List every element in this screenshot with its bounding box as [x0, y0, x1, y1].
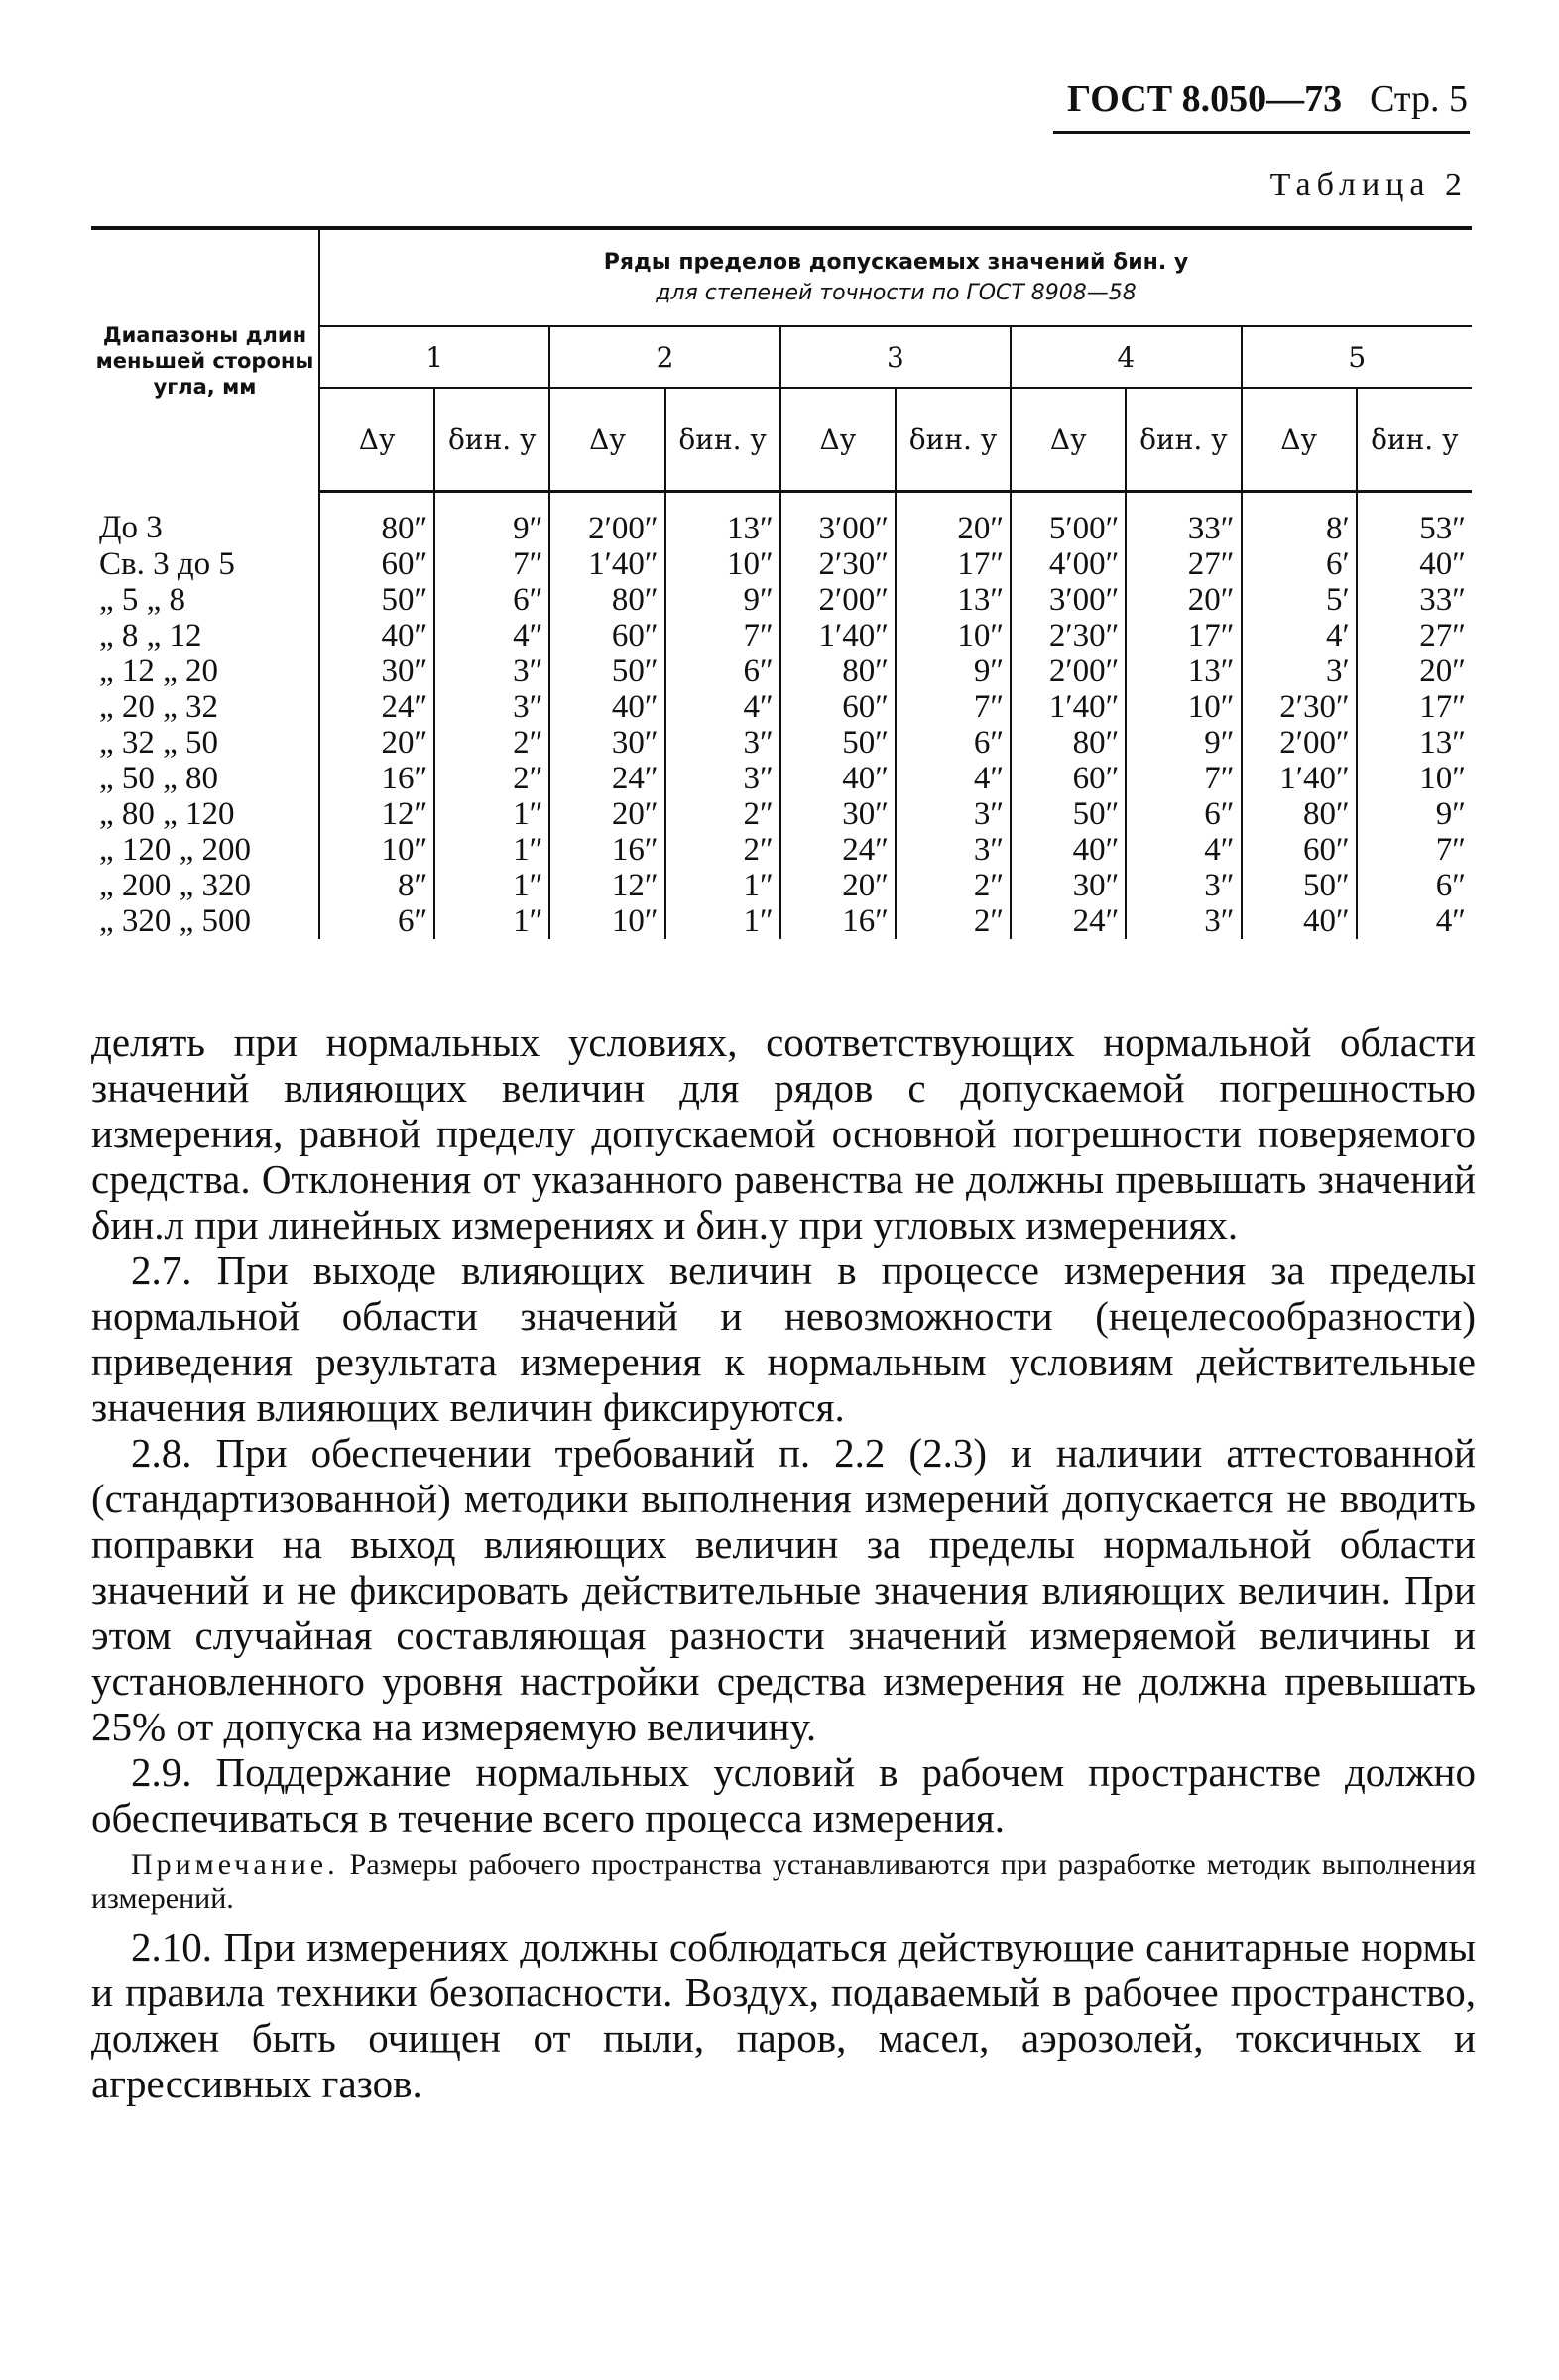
- delta-ref-header: δин. у: [665, 388, 780, 492]
- value-cell: 4′00″: [1011, 546, 1126, 582]
- range-cell: „ 32 „ 50: [91, 725, 319, 761]
- value-cell: 13″: [1357, 725, 1472, 761]
- value-cell: 24″: [549, 761, 664, 796]
- range-cell: „ 8 „ 12: [91, 618, 319, 654]
- range-cell: „ 120 „ 200: [91, 832, 319, 868]
- value-cell: 9″: [1357, 796, 1472, 832]
- range-cell: „ 12 „ 20: [91, 654, 319, 689]
- value-cell: 13″: [896, 582, 1011, 618]
- value-cell: 12″: [381, 796, 428, 832]
- page-header: [1067, 77, 1468, 121]
- value-cell: 17″: [896, 546, 1011, 582]
- value-cell: 6″: [397, 903, 428, 939]
- value-cell: 30″: [549, 725, 664, 761]
- value-cell: 1″: [434, 903, 549, 939]
- value-cell: 30″: [780, 796, 896, 832]
- value-cell: 7″: [434, 546, 549, 582]
- value-cell: 40″: [1357, 546, 1472, 582]
- value-cell: 20″: [780, 868, 896, 903]
- value-cell: 7″: [896, 689, 1011, 725]
- degree-header: 4: [1011, 326, 1241, 388]
- value-cell: 1″: [665, 868, 780, 903]
- value-cell: 9″: [1126, 725, 1241, 761]
- value-cell: 9″: [896, 654, 1011, 689]
- value-cell: 4′: [1242, 618, 1357, 654]
- header-rule: [1053, 131, 1470, 134]
- value-cell: 3′: [1242, 654, 1357, 689]
- value-cell: 2′00″: [549, 492, 664, 547]
- value-cell: 2′30″: [1242, 689, 1357, 725]
- value-cell: 40″: [1242, 903, 1357, 939]
- paragraph-2-9: 2.9. Поддержание нормальных условий в рабочем пространстве должно обеспечиваться в течение всего процесса измерения.: [91, 1749, 1476, 1841]
- value-cell: 1′40″: [780, 618, 896, 654]
- value-cell: 10″: [896, 618, 1011, 654]
- value-cell: 80″: [549, 582, 664, 618]
- value-cell: 13″: [1126, 654, 1241, 689]
- note-body: Размеры рабочего пространства устанавливаются при разработке методик выполнения измерений.: [91, 1848, 1477, 1915]
- value-cell: 17″: [1126, 618, 1241, 654]
- value-cell: 2″: [665, 796, 780, 832]
- page-number: Стр. 5: [1370, 78, 1468, 120]
- value-cell: 6″: [1126, 796, 1241, 832]
- value-cell: 6″: [434, 582, 549, 618]
- table-row: [91, 725, 1472, 761]
- value-cell: 12″: [549, 868, 664, 903]
- value-cell: 1″: [434, 832, 549, 868]
- value-cell: 60″: [549, 618, 664, 654]
- value-cell: 40″: [1011, 832, 1126, 868]
- value-cell: 2′30″: [1011, 618, 1126, 654]
- value-cell: 2″: [434, 725, 549, 761]
- value-cell: 20″: [381, 725, 428, 761]
- value-cell: 3″: [434, 689, 549, 725]
- delta-header: Δу: [1011, 388, 1126, 492]
- delta-header: Δу: [319, 388, 434, 492]
- table-label: Таблица 2: [1269, 167, 1468, 203]
- group-header-line-2: для степеней точности по ГОСТ 8908—58: [656, 281, 1137, 305]
- table-row: [91, 796, 1472, 832]
- value-cell: 3″: [665, 761, 780, 796]
- value-cell: 6′: [1242, 546, 1357, 582]
- value-cell: 1″: [434, 796, 549, 832]
- range-cell: До 3: [91, 492, 319, 547]
- value-cell: 2′00″: [1011, 654, 1126, 689]
- degree-header: 5: [1242, 326, 1473, 388]
- value-cell: 6″: [1357, 868, 1472, 903]
- value-cell: 2″: [896, 868, 1011, 903]
- table-row: [91, 654, 1472, 689]
- note-lead: Примечание.: [131, 1848, 339, 1881]
- tolerance-table: [91, 226, 1472, 939]
- value-cell: 4″: [896, 761, 1011, 796]
- body-text: [91, 1019, 1476, 2106]
- value-cell: 60″: [1242, 832, 1357, 868]
- degree-header: 2: [549, 326, 780, 388]
- value-cell: 24″: [780, 832, 896, 868]
- range-cell: „ 5 „ 8: [91, 582, 319, 618]
- value-cell: 1″: [665, 903, 780, 939]
- value-cell: 6″: [896, 725, 1011, 761]
- table-row: [91, 761, 1472, 796]
- degree-header: 3: [780, 326, 1011, 388]
- value-cell: 2′00″: [780, 582, 896, 618]
- value-cell: 9″: [665, 582, 780, 618]
- table-row: [91, 868, 1472, 903]
- table-row: [91, 582, 1472, 618]
- value-cell: 10″: [549, 903, 664, 939]
- table-body: [91, 492, 1472, 940]
- value-cell: 3″: [665, 725, 780, 761]
- table-row: [91, 546, 1472, 582]
- delta-ref-header: δин. у: [434, 388, 549, 492]
- value-cell: 50″: [1011, 796, 1126, 832]
- value-cell: 16″: [780, 903, 896, 939]
- value-cell: 10″: [381, 832, 428, 868]
- value-cell: 60″: [381, 546, 428, 582]
- value-cell: 6″: [665, 654, 780, 689]
- value-cell: 50″: [381, 582, 428, 618]
- delta-header: Δу: [1242, 388, 1357, 492]
- value-cell: 20″: [549, 796, 664, 832]
- value-cell: 17″: [1357, 689, 1472, 725]
- paragraph-2-10: 2.10. При измерениях должны соблюдаться действующие санитарные нормы и правила техники безопасности. Воздух, подаваемый в рабочее пространство, должен быть очищен от пыли, паров, масел, аэрозолей, токсичных и агрессивных газов.: [91, 1924, 1476, 2106]
- value-cell: 30″: [1011, 868, 1126, 903]
- value-cell: 7″: [1126, 761, 1241, 796]
- table-row: [91, 689, 1472, 725]
- note: [91, 1848, 1476, 1916]
- value-cell: 4″: [665, 689, 780, 725]
- paragraph-continuation: делять при нормальных условиях, соответствующих нормальной области значений влияющих величин для рядов с допускаемой погрешностью измерения, равной пределу допускаемой основной погрешности поверяемого средства. Отклонения от указанного равенства не должны превышать значений δин.л при линейных измерениях и δин.у при угловых измерениях.: [91, 1019, 1476, 1248]
- value-cell: 40″: [549, 689, 664, 725]
- value-cell: 50″: [1242, 868, 1357, 903]
- value-cell: 50″: [780, 725, 896, 761]
- range-cell: „ 200 „ 320: [91, 868, 319, 903]
- value-cell: 3″: [1126, 868, 1241, 903]
- delta-header: Δу: [549, 388, 664, 492]
- delta-ref-header: δин. у: [896, 388, 1011, 492]
- value-cell: 60″: [780, 689, 896, 725]
- table-row: [91, 832, 1472, 868]
- range-cell: „ 20 „ 32: [91, 689, 319, 725]
- table-row: [91, 492, 1472, 547]
- value-cell: 3″: [434, 654, 549, 689]
- value-cell: 1′40″: [1242, 761, 1357, 796]
- table-row: [91, 618, 1472, 654]
- delta-ref-header: δин. у: [1357, 388, 1472, 492]
- value-cell: 7″: [665, 618, 780, 654]
- value-cell: 2″: [896, 903, 1011, 939]
- value-cell: 80″: [1011, 725, 1126, 761]
- value-cell: 3″: [1126, 903, 1241, 939]
- value-cell: 1′40″: [549, 546, 664, 582]
- value-cell: 80″: [780, 654, 896, 689]
- value-cell: 7″: [1357, 832, 1472, 868]
- paragraph-2-7: 2.7. При выходе влияющих величин в процессе измерения за пределы нормальной области значений и невозможности (нецелесообразности) приведения результата измерения к нормальным условиям действительные значения влияющих величин фиксируются.: [91, 1248, 1476, 1430]
- value-cell: 5′00″: [1011, 492, 1126, 547]
- value-cell: 2′30″: [780, 546, 896, 582]
- group-column-header: [319, 228, 1472, 326]
- range-cell: „ 50 „ 80: [91, 761, 319, 796]
- document-number: ГОСТ 8.050—73: [1067, 78, 1343, 120]
- value-cell: 10″: [1357, 761, 1472, 796]
- value-cell: 53″: [1357, 492, 1472, 547]
- group-header-line-1: Ряды пределов допускаемых значений δин. у: [603, 250, 1189, 275]
- value-cell: 3″: [896, 796, 1011, 832]
- value-cell: 80″: [381, 511, 428, 546]
- value-cell: 40″: [381, 618, 428, 654]
- value-cell: 2′00″: [1242, 725, 1357, 761]
- value-cell: 1′40″: [1011, 689, 1126, 725]
- value-cell: 4″: [1357, 903, 1472, 939]
- value-cell: 33″: [1126, 492, 1241, 547]
- value-cell: 20″: [1357, 654, 1472, 689]
- value-cell: 40″: [780, 761, 896, 796]
- value-cell: 30″: [381, 654, 428, 689]
- value-cell: 20″: [1126, 582, 1241, 618]
- value-cell: 3″: [896, 832, 1011, 868]
- degree-header: 1: [319, 326, 549, 388]
- delta-header: Δу: [780, 388, 896, 492]
- value-cell: 27″: [1126, 546, 1241, 582]
- value-cell: 33″: [1357, 582, 1472, 618]
- value-cell: 10″: [665, 546, 780, 582]
- table: [91, 226, 1472, 939]
- value-cell: 20″: [896, 492, 1011, 547]
- range-cell: „ 320 „ 500: [91, 903, 319, 939]
- value-cell: 1″: [434, 868, 549, 903]
- value-cell: 2″: [665, 832, 780, 868]
- value-cell: 3′00″: [1011, 582, 1126, 618]
- value-cell: 5′: [1242, 582, 1357, 618]
- range-cell: Св. 3 до 5: [91, 546, 319, 582]
- value-cell: 24″: [381, 689, 428, 725]
- value-cell: 4″: [1126, 832, 1241, 868]
- value-cell: 8′: [1242, 492, 1357, 547]
- table-row: [91, 903, 1472, 939]
- value-cell: 13″: [665, 492, 780, 547]
- value-cell: 16″: [381, 761, 428, 796]
- value-cell: 9″: [434, 492, 549, 547]
- value-cell: 16″: [549, 832, 664, 868]
- range-cell: „ 80 „ 120: [91, 796, 319, 832]
- value-cell: 60″: [1011, 761, 1126, 796]
- paragraph-2-8: 2.8. При обеспечении требований п. 2.2 (2.3) и наличии аттестованной (стандартизованной) методики выполнения измерений допускается не вводить поправки на выход влияющих величин за пределы нормальной области значений и не фиксировать действительные значения влияющих величин. При этом случайная составляющая разности значений измеряемой величины и установленного уровня настройки средства измерения не должна превышать 25% от допуска на измеряемую величину.: [91, 1430, 1476, 1749]
- value-cell: 8″: [397, 868, 428, 903]
- value-cell: 24″: [1011, 903, 1126, 939]
- value-cell: 3′00″: [780, 492, 896, 547]
- range-column-header: Диапазоны длин меньшей стороны угла, мм: [91, 228, 319, 492]
- value-cell: 27″: [1357, 618, 1472, 654]
- value-cell: 10″: [1126, 689, 1241, 725]
- value-cell: 2″: [434, 761, 549, 796]
- value-cell: 80″: [1242, 796, 1357, 832]
- value-cell: 50″: [549, 654, 664, 689]
- delta-ref-header: δин. у: [1126, 388, 1241, 492]
- value-cell: 4″: [434, 618, 549, 654]
